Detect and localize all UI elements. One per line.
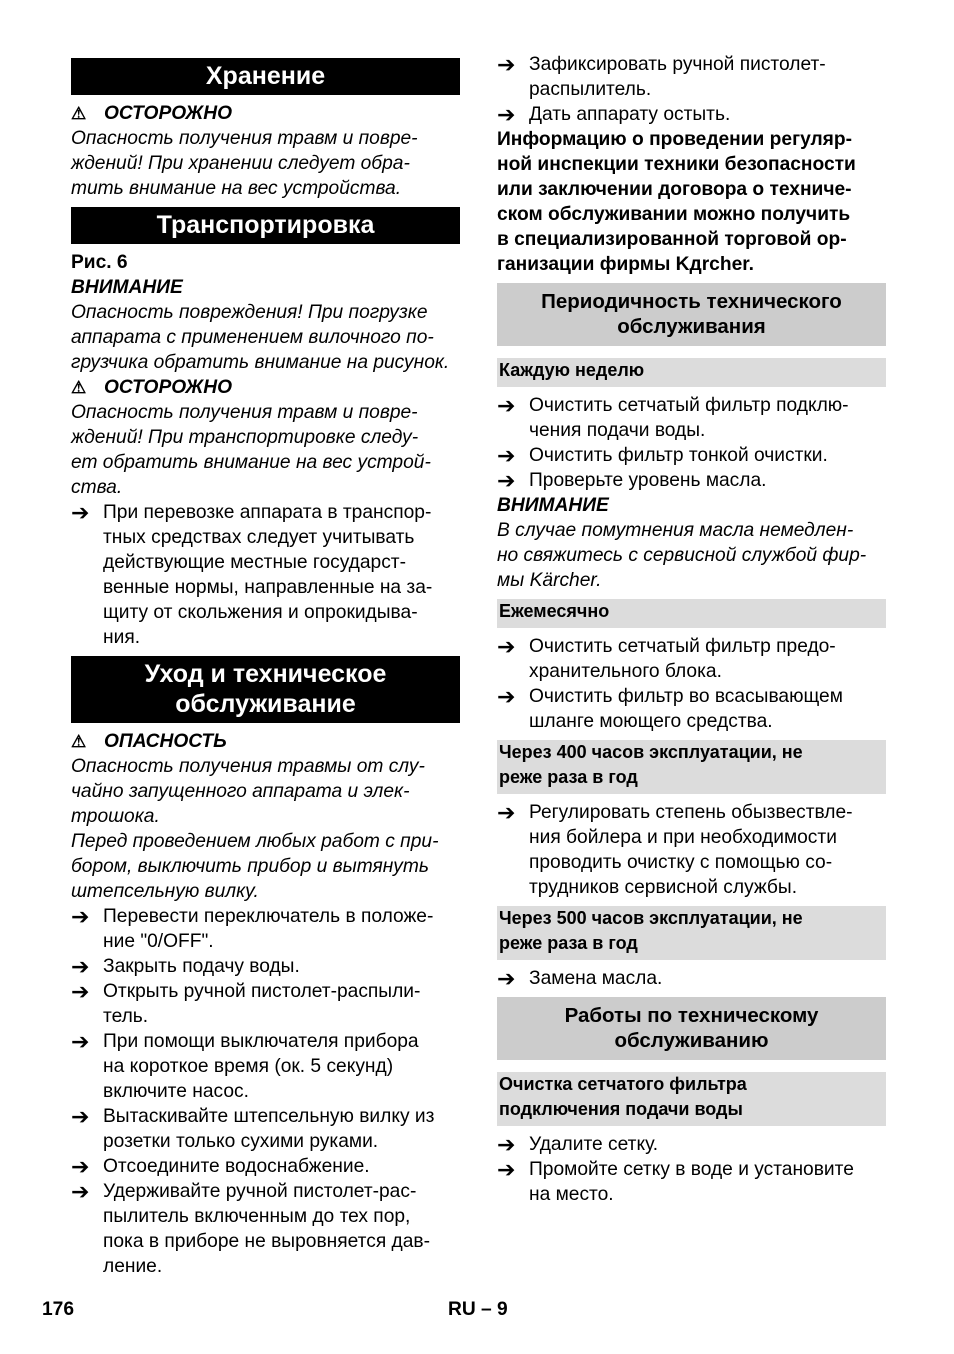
list-item: ➔ Перевести переключатель в положе- ние "0/OFF".	[71, 904, 434, 952]
arrow-right-icon: ➔	[71, 954, 90, 979]
arrow-right-icon: ➔	[497, 468, 516, 493]
list-item: ➔ Промойте сетку в воде и установите на место.	[497, 1157, 854, 1205]
arrow-right-icon: ➔	[497, 634, 516, 659]
right-column	[497, 52, 886, 1207]
warning-text: Перед проведением любых работ с при- бором, выключить прибор и вытянуть штепсельную вилку.	[71, 831, 439, 902]
page-number: 176	[42, 1299, 75, 1320]
warning-triangle-icon: ⚠	[71, 104, 87, 123]
section-heading: Хранение	[71, 58, 460, 95]
arrow-right-icon: ➔	[71, 1104, 90, 1129]
arrow-right-icon: ➔	[71, 1154, 90, 1179]
list-item: ➔ Замена масла.	[497, 966, 663, 991]
warning-title-text: ВНИМАНИЕ	[71, 277, 183, 298]
section-label: RU – 9	[448, 1299, 508, 1320]
warning-text: В случае помутнения масла немедлен- но свяжитесь с сервисной службой фир- мы Kärcher.	[497, 520, 867, 591]
notice-title	[497, 493, 886, 518]
warning-title	[71, 375, 460, 400]
warning-title-text: ВНИМАНИЕ	[497, 495, 609, 516]
arrow-right-icon: ➔	[497, 443, 516, 468]
warning-text: Опасность повреждения! При погрузке аппарата с применением вилочного по- грузчика обратить внимание на рисунок.	[71, 302, 450, 373]
warning-text: Опасность получения травм и повре- ждений! При хранении следует обра- тить внимание на вес устройства.	[71, 128, 418, 199]
warning-text: Опасность получения травмы от слу- чайно запущенного аппарата и элек- трошока.	[71, 756, 425, 827]
left-column	[71, 52, 460, 1279]
arrow-right-icon: ➔	[497, 393, 516, 418]
list-item: ➔ Удерживайте ручной пистолет-рас- пылитель включенным до тех пор, пока в приборе не выровняется дав- ление.	[71, 1179, 430, 1277]
list-item: ➔ Регулировать степень обызвествле- ния бойлера и при необходимости проводить очистку с помощью со- трудников сервисной службы.	[497, 800, 853, 898]
arrow-right-icon: ➔	[497, 966, 516, 991]
arrow-right-icon: ➔	[71, 1179, 90, 1204]
warning-title-text: ОПАСНОСТЬ	[104, 731, 227, 752]
arrow-right-icon: ➔	[71, 904, 90, 929]
list-item: ➔ При помощи выключателя прибора на короткое время (ок. 5 секунд) включите насос.	[71, 1029, 419, 1102]
warning-triangle-icon: ⚠	[71, 732, 87, 751]
notice-title	[71, 275, 460, 300]
list-item: ➔ Очистить сетчатый фильтр предо- хранительного блока.	[497, 634, 836, 682]
arrow-right-icon: ➔	[497, 1157, 516, 1182]
subsection-heading: Работы по техническому обслуживанию	[497, 997, 886, 1060]
warning-title	[71, 729, 460, 754]
warning-title-text: ОСТОРОЖНО	[104, 103, 233, 124]
arrow-right-icon: ➔	[497, 800, 516, 825]
list-item: ➔ Очистить сетчатый фильтр подклю- чения подачи воды.	[497, 393, 849, 441]
arrow-right-icon: ➔	[497, 102, 516, 127]
list-item: ➔ Удалите сетку.	[497, 1132, 659, 1157]
list-item: ➔ Очистить фильтр во всасывающем шланге моющего средства.	[497, 684, 843, 732]
arrow-right-icon: ➔	[71, 1029, 90, 1054]
warning-text: Опасность получения травм и повре- ждений! При транспортировке следу- ет обратить внимание на вес устрой- ства.	[71, 402, 431, 498]
interval-heading: Через 500 часов эксплуатации, не реже раза в год	[497, 906, 886, 960]
list-item: ➔ Отсоедините водоснабжение.	[71, 1154, 370, 1179]
arrow-right-icon: ➔	[71, 500, 90, 525]
list-item: ➔ Проверьте уровень масла.	[497, 468, 767, 493]
warning-title-text: ОСТОРОЖНО	[104, 377, 233, 398]
arrow-right-icon: ➔	[71, 979, 90, 1004]
arrow-right-icon: ➔	[497, 52, 516, 77]
list-item: ➔ Зафиксировать ручной пистолет- распылитель.	[497, 52, 826, 100]
arrow-right-icon: ➔	[497, 684, 516, 709]
section-heading: Транспортировка	[71, 207, 460, 244]
list-item: ➔ Закрыть подачу воды.	[71, 954, 300, 979]
list-item: ➔ При перевозке аппарата в транспор- тных средствах следует учитывать действующие местные государст- венные нормы, направленные на за- щиту от скольжения и опрокидыва- ния.	[71, 500, 433, 648]
warning-title	[71, 101, 460, 126]
bold-paragraph: Рис. 6	[71, 252, 128, 273]
subsection-heading: Периодичность технического обслуживания	[497, 283, 886, 346]
interval-heading: Ежемесячно	[497, 599, 886, 628]
list-item: ➔ Открыть ручной пистолет-распыли- тель.	[71, 979, 421, 1027]
list-item: ➔ Дать аппарату остыть.	[497, 102, 731, 127]
warning-triangle-icon: ⚠	[71, 378, 87, 397]
section-heading: Уход и техническое обслуживание	[71, 656, 460, 723]
interval-heading: Каждую неделю	[497, 358, 886, 387]
interval-heading: Через 400 часов эксплуатации, не реже раза в год	[497, 740, 886, 794]
bold-paragraph: Информацию о проведении регуляр- ной инспекции техники безопасности или заключении договора о техниче- ском обслуживании можно получить в специализированной торговой ор- ганизации фирмы Kдrcher.	[497, 129, 856, 275]
list-item: ➔ Вытаскивайте штепсельную вилку из розетки только сухими руками.	[71, 1104, 435, 1152]
arrow-right-icon: ➔	[497, 1132, 516, 1157]
list-item: ➔ Очистить фильтр тонкой очистки.	[497, 443, 828, 468]
interval-heading: Очистка сетчатого фильтра подключения подачи воды	[497, 1072, 886, 1126]
